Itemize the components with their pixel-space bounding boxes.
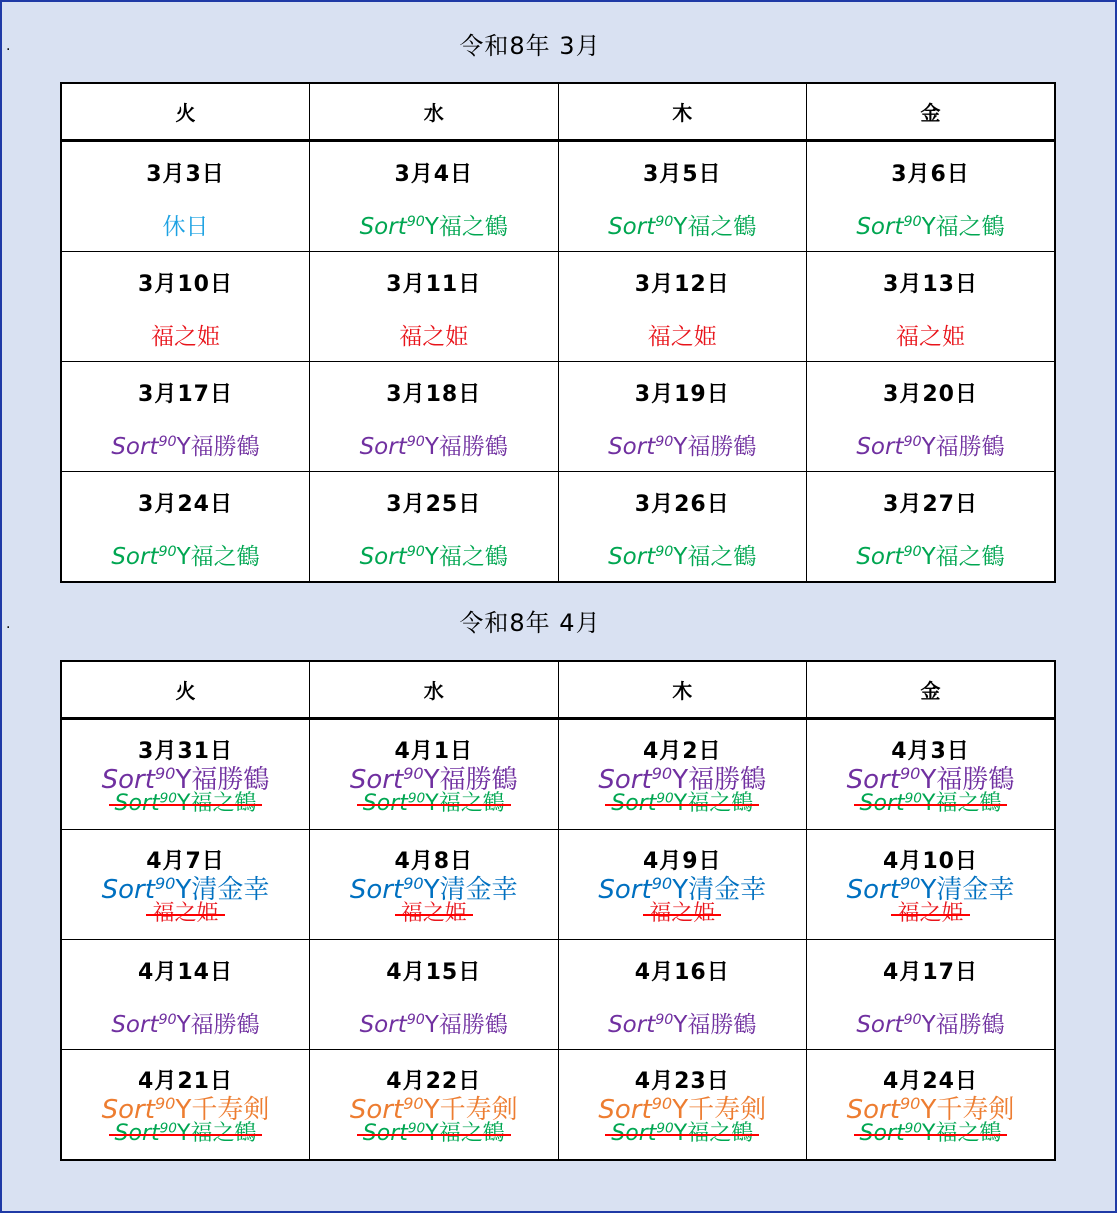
date-label: 4月23日 bbox=[634, 1069, 730, 1094]
cancelled-event-label: 福之姫 bbox=[897, 901, 964, 926]
date-label: 3月5日 bbox=[642, 162, 722, 187]
cancelled-event-label: 福之姫 bbox=[649, 901, 716, 926]
date-label: 4月16日 bbox=[634, 960, 730, 985]
day-cell bbox=[310, 830, 559, 940]
day-cell bbox=[807, 252, 1056, 362]
event-label: Sort$^{90}$Y福之鶴 bbox=[111, 544, 260, 570]
date-label: 3月18日 bbox=[386, 382, 482, 407]
day-cell bbox=[558, 472, 807, 583]
cancelled-event-label: 福之姫 bbox=[400, 901, 467, 926]
event-label: Sort$^{90}$Y福勝鶴 bbox=[846, 764, 1015, 795]
week-row bbox=[61, 362, 1055, 472]
day-cell bbox=[61, 940, 310, 1050]
cancelled-event-label: 福之姫 bbox=[152, 901, 219, 926]
day-cell bbox=[61, 141, 310, 252]
date-label: 4月7日 bbox=[146, 849, 225, 874]
cancelled-event-label: Sort$^{90}$Y福之鶴 bbox=[114, 790, 257, 816]
header-wed: 水 bbox=[310, 661, 559, 719]
event-label: Sort$^{90}$Y福勝鶴 bbox=[856, 1012, 1005, 1038]
header-fri: 金 bbox=[807, 661, 1056, 719]
date-label: 3月24日 bbox=[138, 492, 233, 517]
calendar-march bbox=[60, 82, 1056, 583]
date-label: 4月2日 bbox=[642, 739, 722, 764]
month-title-march: 令和8年 3月 bbox=[459, 32, 601, 60]
month-title-april: 令和8年 4月 bbox=[459, 609, 601, 637]
day-cell bbox=[61, 830, 310, 940]
event-label: Sort$^{90}$Y千寿剣 bbox=[598, 1094, 767, 1125]
event-label: Sort$^{90}$Y福勝鶴 bbox=[608, 434, 757, 460]
dot-mark: . bbox=[6, 38, 11, 54]
header-thu: 木 bbox=[558, 661, 807, 719]
cancelled-event-label: Sort$^{90}$Y福之鶴 bbox=[859, 790, 1002, 816]
week-row bbox=[61, 940, 1055, 1050]
day-cell bbox=[807, 472, 1056, 583]
event-label: Sort$^{90}$Y福勝鶴 bbox=[359, 1012, 508, 1038]
day-cell bbox=[310, 940, 559, 1050]
cancelled-event-label: Sort$^{90}$Y福之鶴 bbox=[611, 790, 754, 816]
header-row bbox=[61, 661, 1055, 719]
day-cell bbox=[558, 141, 807, 252]
cancelled-event-label: Sort$^{90}$Y福之鶴 bbox=[362, 790, 505, 816]
date-label: 3月4日 bbox=[394, 162, 474, 187]
day-cell bbox=[310, 362, 559, 472]
week-row bbox=[61, 830, 1055, 940]
event-label: Sort$^{90}$Y千寿剣 bbox=[101, 1094, 270, 1125]
date-label: 4月21日 bbox=[138, 1069, 233, 1094]
header-row bbox=[61, 83, 1055, 141]
date-label: 4月9日 bbox=[642, 849, 722, 874]
cancelled-event-label: Sort$^{90}$Y福之鶴 bbox=[362, 1120, 505, 1146]
day-cell bbox=[310, 1050, 559, 1161]
event-label: Sort$^{90}$Y福勝鶴 bbox=[111, 434, 260, 460]
day-cell bbox=[558, 1050, 807, 1161]
week-row bbox=[61, 719, 1055, 830]
day-cell bbox=[558, 830, 807, 940]
date-label: 3月19日 bbox=[634, 382, 730, 407]
date-label: 3月17日 bbox=[138, 382, 233, 407]
day-cell bbox=[807, 1050, 1056, 1161]
cancelled-event-label: Sort$^{90}$Y福之鶴 bbox=[611, 1120, 754, 1146]
dot-mark: . bbox=[6, 616, 11, 632]
day-cell bbox=[558, 719, 807, 830]
cancelled-event-label: Sort$^{90}$Y福之鶴 bbox=[859, 1120, 1002, 1146]
event-label: Sort$^{90}$Y千寿剣 bbox=[349, 1094, 518, 1125]
date-label: 3月11日 bbox=[386, 272, 482, 297]
date-label: 4月3日 bbox=[891, 739, 970, 764]
date-label: 4月17日 bbox=[883, 960, 978, 985]
event-label: Sort$^{90}$Y千寿剣 bbox=[846, 1094, 1015, 1125]
day-cell bbox=[310, 719, 559, 830]
header-thu: 木 bbox=[558, 83, 807, 141]
day-cell bbox=[558, 362, 807, 472]
event-label: Sort$^{90}$Y福之鶴 bbox=[856, 544, 1005, 570]
event-label: Sort$^{90}$Y清金幸 bbox=[101, 874, 270, 905]
week-row bbox=[61, 1050, 1055, 1161]
date-label: 3月26日 bbox=[634, 492, 730, 517]
date-label: 3月20日 bbox=[883, 382, 978, 407]
day-cell bbox=[310, 252, 559, 362]
header-fri: 金 bbox=[807, 83, 1056, 141]
day-cell bbox=[558, 940, 807, 1050]
event-label: Sort$^{90}$Y福之鶴 bbox=[608, 544, 757, 570]
event-label: Sort$^{90}$Y福勝鶴 bbox=[608, 1012, 757, 1038]
event-label: Sort$^{90}$Y清金幸 bbox=[598, 874, 767, 905]
date-label: 4月10日 bbox=[883, 849, 978, 874]
event-label: Sort$^{90}$Y清金幸 bbox=[349, 874, 518, 905]
date-label: 3月12日 bbox=[634, 272, 730, 297]
event-label: Sort$^{90}$Y福勝鶴 bbox=[598, 764, 767, 795]
day-cell bbox=[310, 141, 559, 252]
date-label: 3月31日 bbox=[138, 739, 233, 764]
day-cell bbox=[558, 252, 807, 362]
date-label: 4月14日 bbox=[138, 960, 233, 985]
day-cell bbox=[61, 472, 310, 583]
date-label: 4月8日 bbox=[394, 849, 474, 874]
date-label: 3月10日 bbox=[138, 272, 233, 297]
day-cell bbox=[807, 719, 1056, 830]
date-label: 3月27日 bbox=[883, 492, 978, 517]
event-label: Sort$^{90}$Y福勝鶴 bbox=[349, 764, 518, 795]
week-row bbox=[61, 472, 1055, 583]
day-cell bbox=[61, 362, 310, 472]
date-label: 4月15日 bbox=[386, 960, 482, 985]
day-cell bbox=[807, 141, 1056, 252]
day-cell bbox=[61, 719, 310, 830]
day-cell bbox=[61, 252, 310, 362]
event-label: Sort$^{90}$Y福之鶴 bbox=[359, 544, 508, 570]
event-label: 福之姫 bbox=[151, 324, 220, 350]
date-label: 3月6日 bbox=[891, 162, 970, 187]
header-tue: 火 bbox=[61, 661, 310, 719]
date-label: 3月25日 bbox=[386, 492, 482, 517]
header-tue: 火 bbox=[61, 83, 310, 141]
date-label: 3月3日 bbox=[146, 162, 225, 187]
day-cell bbox=[807, 940, 1056, 1050]
header-wed: 水 bbox=[310, 83, 559, 141]
event-label: Sort$^{90}$Y福勝鶴 bbox=[359, 434, 508, 460]
date-label: 4月24日 bbox=[883, 1069, 978, 1094]
event-label: Sort$^{90}$Y清金幸 bbox=[846, 874, 1015, 905]
event-label: 福之姫 bbox=[896, 324, 965, 350]
event-label: Sort$^{90}$Y福之鶴 bbox=[359, 214, 508, 240]
cancelled-event-label: Sort$^{90}$Y福之鶴 bbox=[114, 1120, 257, 1146]
date-label: 4月1日 bbox=[394, 739, 474, 764]
event-label: Sort$^{90}$Y福勝鶴 bbox=[101, 764, 270, 795]
day-cell bbox=[807, 362, 1056, 472]
event-label: Sort$^{90}$Y福之鶴 bbox=[608, 214, 757, 240]
date-label: 4月22日 bbox=[386, 1069, 482, 1094]
day-cell bbox=[61, 1050, 310, 1161]
event-label: Sort$^{90}$Y福勝鶴 bbox=[856, 434, 1005, 460]
day-cell bbox=[807, 830, 1056, 940]
week-row bbox=[61, 141, 1055, 252]
date-label: 3月13日 bbox=[883, 272, 978, 297]
day-cell bbox=[310, 472, 559, 583]
holiday-label: 休日 bbox=[162, 214, 209, 240]
event-label: Sort$^{90}$Y福勝鶴 bbox=[111, 1012, 260, 1038]
week-row bbox=[61, 252, 1055, 362]
calendar-april bbox=[60, 660, 1056, 1161]
event-label: Sort$^{90}$Y福之鶴 bbox=[856, 214, 1005, 240]
event-label: 福之姫 bbox=[647, 324, 717, 350]
event-label: 福之姫 bbox=[399, 324, 469, 350]
